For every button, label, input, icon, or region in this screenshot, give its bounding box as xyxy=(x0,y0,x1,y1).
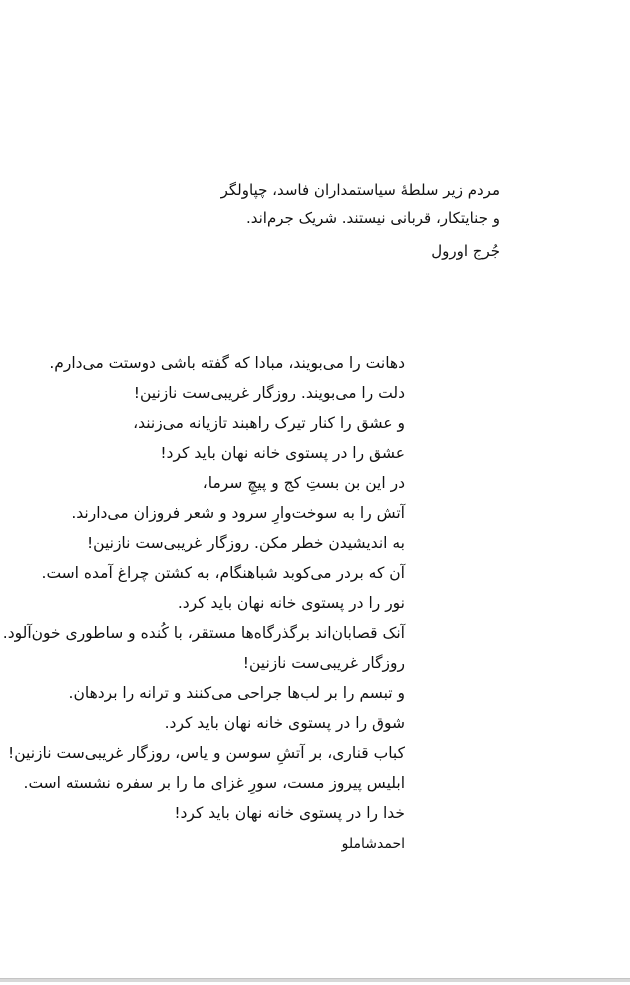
epigraph-quote xyxy=(70,176,500,264)
poem-line: و عشق را کنار تیرک راهبند تازیانه می‌زنند، xyxy=(133,414,405,432)
poem-line: آنک قصابان‌اند برگذرگاه‌ها مستقر، با کُنده و ساطوری خون‌آلود. xyxy=(2,624,405,642)
poem-line: خدا را در پستوی خانه نهان باید کرد! xyxy=(174,804,405,822)
poem-line: به اندیشیدن خطر مکن. روزگار غریبی‌ست نازنین! xyxy=(86,534,405,552)
poem-line: دلت را می‌بویند. روزگار غریبی‌ست نازنین! xyxy=(133,384,405,402)
poem-line: ابلیس پیروز مست، سورِ غزای ما را بر سفره نشسته است. xyxy=(23,774,405,792)
poem-line: عشق را در پستوی خانه نهان باید کرد! xyxy=(160,444,405,462)
poem-line: دهانت را می‌بویند، مبادا که گفته باشی دوستت می‌دارم. xyxy=(49,354,405,372)
page-bottom-divider xyxy=(0,978,630,982)
poem xyxy=(2,348,405,856)
poem-line: شوق را در پستوی خانه نهان باید کرد. xyxy=(164,714,405,732)
poem-line: در این بن بستِ کج و پیچِ سرما، xyxy=(202,474,405,492)
poem-line: روزگار غریبی‌ست نازنین! xyxy=(242,654,405,672)
quote-line: و جنایتکار، قربانی نیستند. شریک جرم‌اند. xyxy=(245,209,500,227)
poem-line: کباب قناری، بر آتشِ سوسن و یاس، روزگار غریبی‌ست نازنین! xyxy=(8,744,405,762)
poem-line: آن که بردر می‌کوبد شباهنگام، به کشتن چراغ آمده است. xyxy=(41,564,405,582)
quote-line: مردم زیر سلطهٔ سیاستمداران فاسد، چپاولگر xyxy=(220,181,500,199)
poem-line: نور را در پستوی خانه نهان باید کرد. xyxy=(177,594,405,612)
quote-author: جُرج اورول xyxy=(431,242,500,260)
poem-line: و تبسم را بر لب‌ها جراحی می‌کنند و ترانه را بردهان. xyxy=(68,684,405,702)
poem-line: آتش را به سوخت‌وارِ سرود و شعر فروزان می‌دارند. xyxy=(71,504,405,522)
poem-author: احمدشاملو xyxy=(341,836,405,852)
